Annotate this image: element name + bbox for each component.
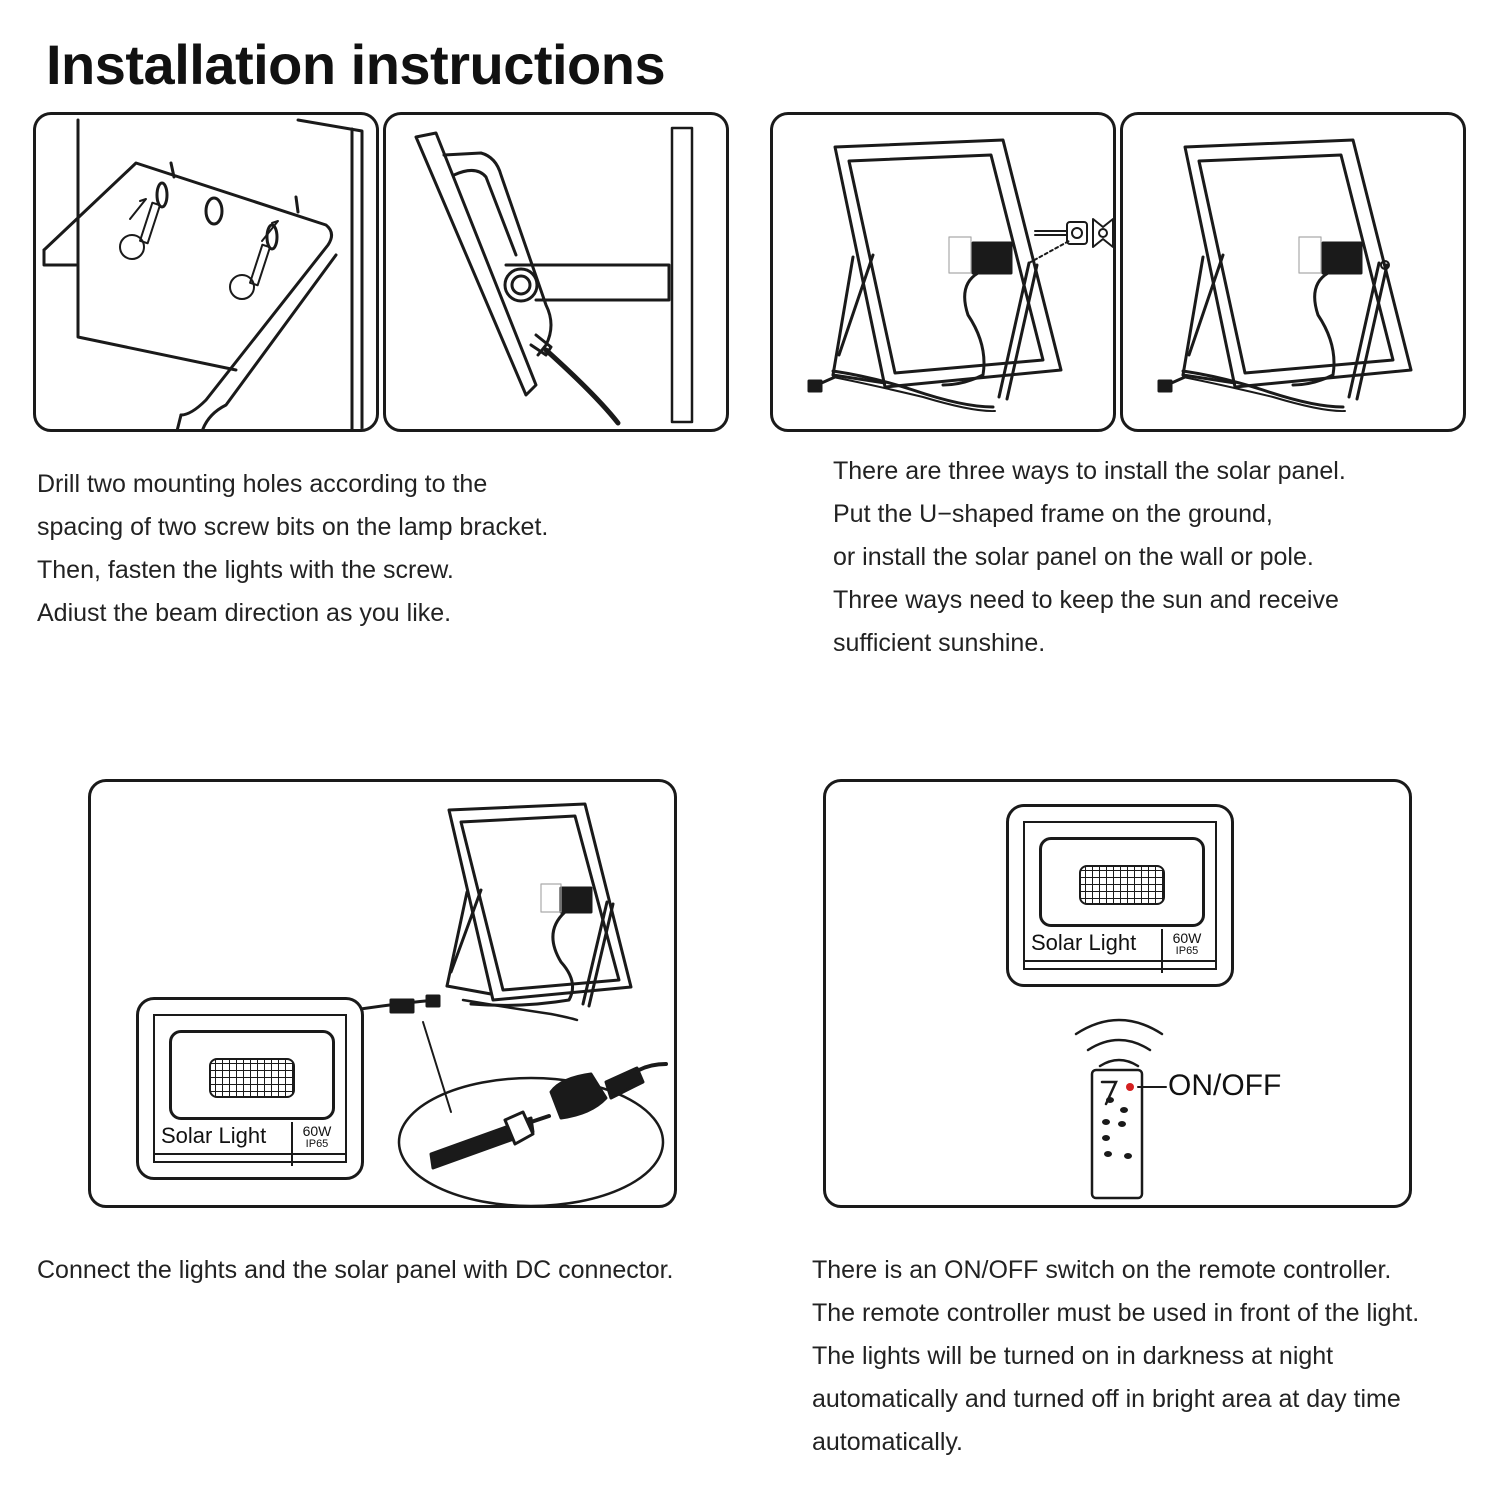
signal-wave-middle — [1088, 1040, 1150, 1050]
mounting-line-4: Adiust the beam direction as you like. — [37, 599, 452, 627]
signal-wave-outer — [1076, 1020, 1162, 1034]
mounting-line-1: Drill two mounting holes according to the — [37, 470, 488, 498]
page-title: Installation instructions — [46, 33, 666, 96]
solar-light-unit — [136, 997, 364, 1180]
solar-panel-stand-drawing — [1123, 115, 1466, 432]
on-off-switch-label: ON/OFF — [1168, 1069, 1282, 1102]
wattage-value: 60W — [1172, 930, 1202, 946]
mounting-line-3: Then, fasten the lights with the screw. — [37, 556, 454, 584]
solar-panel-ground-stand-illustration — [1120, 112, 1466, 432]
lamp-label-name: Solar Light — [1031, 930, 1137, 955]
solar-line-1: There are three ways to install the solar panel. — [833, 457, 1346, 485]
solar-line-3: or install the solar panel on the wall or pole. — [833, 543, 1314, 571]
led-array — [209, 1058, 295, 1098]
remote-line-4: automatically and turned off in bright area at day time — [812, 1385, 1401, 1413]
label-divider — [153, 1153, 347, 1155]
remote-instructions — [812, 1249, 1419, 1464]
connector-line-1: Connect the lights and the solar panel with DC connector. — [37, 1256, 674, 1284]
rating-value: IP65 — [1175, 945, 1199, 957]
remote-line-2: The remote controller must be used in front of the light. — [812, 1299, 1420, 1327]
lamp-angle-drawing — [386, 115, 729, 432]
remote-line-3: The lights will be turned on in darkness at night — [812, 1342, 1334, 1370]
solar-line-2: Put the U−shaped frame on the ground, — [833, 500, 1273, 528]
solar-panel-instructions — [833, 450, 1346, 665]
lamp-label-name: Solar Light — [161, 1123, 267, 1148]
bracket-screw-illustration — [33, 112, 379, 432]
solar-panel-screw-drawing — [773, 115, 1116, 432]
remote-buttons — [1102, 1097, 1132, 1159]
rating-value: IP65 — [305, 1138, 329, 1150]
lamp-label-wattage — [297, 1125, 337, 1151]
remote-controller-illustration — [823, 779, 1412, 1208]
solar-line-5: sufficient sunshine. — [833, 629, 1046, 657]
bracket-screw-drawing — [36, 115, 379, 432]
on-off-button-indicator — [1126, 1083, 1134, 1091]
wattage-value: 60W — [302, 1123, 332, 1139]
label-baseline — [153, 1161, 347, 1163]
dc-connector-illustration — [88, 779, 677, 1208]
signal-wave-inner — [1100, 1060, 1138, 1066]
solar-panel-pole-mount-illustration — [770, 112, 1116, 432]
mounting-instructions — [37, 463, 548, 635]
lamp-bracket-illustration — [383, 112, 729, 432]
remote-line-5: automatically. — [812, 1428, 963, 1456]
remote-line-1: There is an ON/OFF switch on the remote controller. — [812, 1256, 1392, 1284]
connector-instructions — [37, 1249, 674, 1292]
mounting-line-2: spacing of two screw bits on the lamp bracket. — [37, 513, 549, 541]
label-separator — [291, 1122, 293, 1166]
remote-controller-drawing — [826, 782, 1412, 1208]
remote-body — [1092, 1070, 1142, 1198]
solar-line-4: Three ways need to keep the sun and receive — [833, 586, 1339, 614]
